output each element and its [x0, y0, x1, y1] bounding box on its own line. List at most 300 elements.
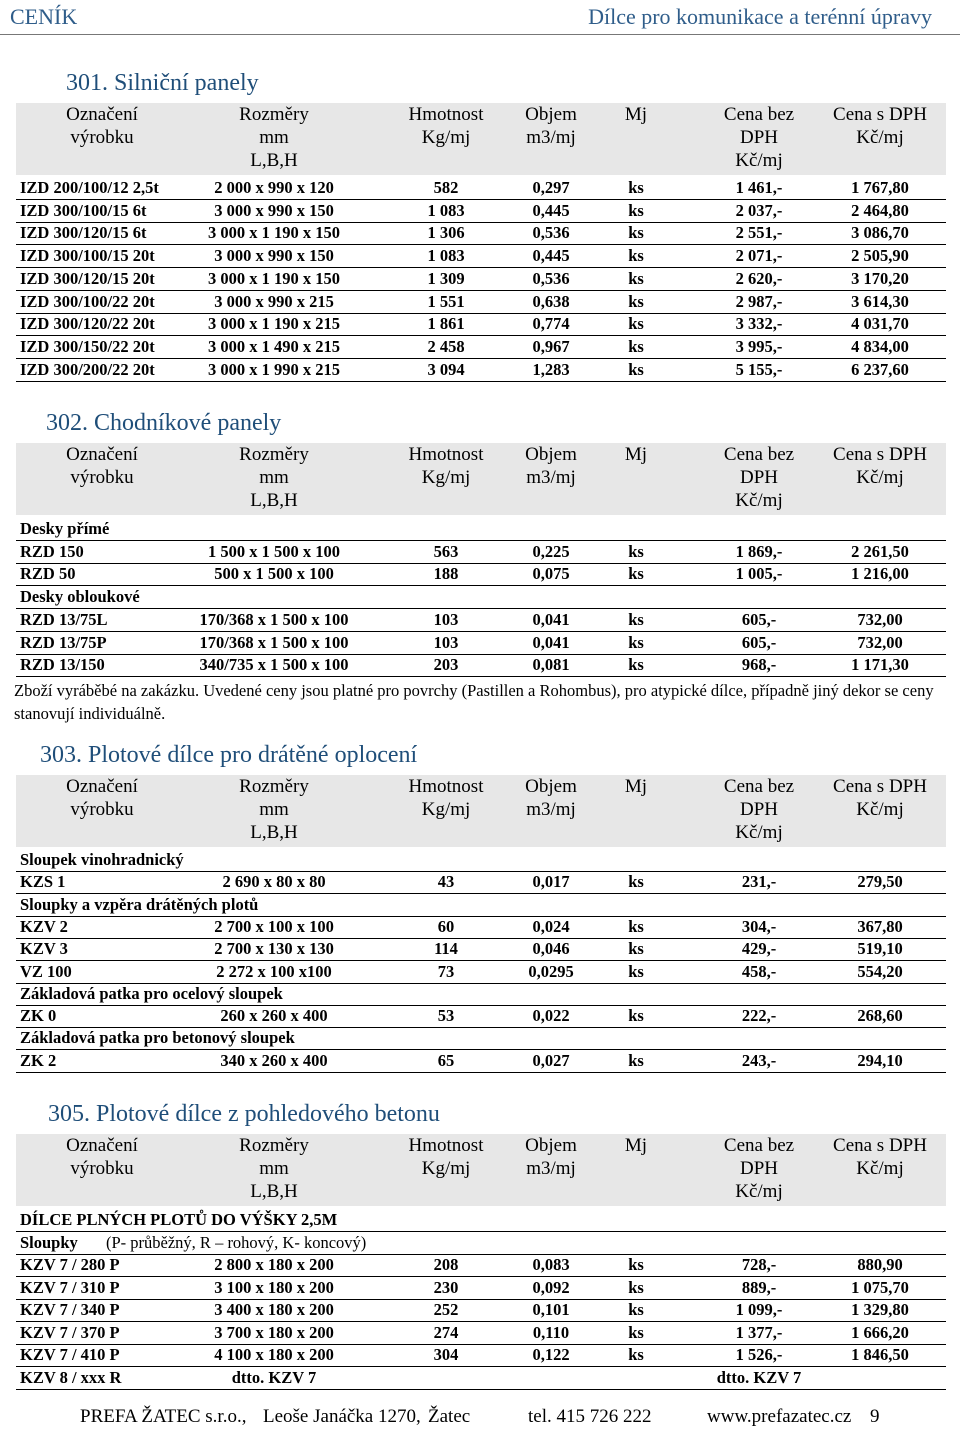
table-cell: 231,-	[741, 872, 777, 892]
table-cell: KZV 7 / 370 P	[20, 1322, 120, 1342]
table-row	[16, 1299, 946, 1322]
table-cell: 294,10	[857, 1050, 903, 1070]
table-cell: ks	[628, 1006, 644, 1026]
table-cell: 1 461,-	[735, 178, 783, 197]
table-cell: 582	[433, 178, 459, 197]
column-header-c3	[506, 103, 596, 149]
table-cell: ks	[628, 291, 644, 311]
table-cell: 2 987,-	[735, 291, 783, 311]
table-cell: 3 000 x 1 490 x 215	[208, 336, 340, 356]
column-header-line: Kč/mj	[735, 150, 783, 171]
column-header-line: L,B,H	[250, 150, 298, 171]
table-cell: RZD 50	[20, 564, 76, 584]
column-header-line: L,B,H	[250, 1181, 298, 1202]
table-row	[16, 1050, 946, 1073]
table-cell: 2 037,-	[735, 200, 783, 220]
table-cell: 2 551,-	[735, 223, 783, 243]
column-header-line: Cena s DPH	[833, 1135, 927, 1156]
column-header-line: L,B,H	[250, 822, 298, 843]
table-cell: 3 000 x 1 190 x 150	[208, 268, 340, 288]
table-cell: VZ 100	[20, 961, 72, 981]
column-header-line: Cena bez	[723, 444, 795, 465]
category-row	[16, 1232, 946, 1255]
table-cell: 4 834,00	[851, 336, 909, 356]
table-cell: 222,-	[741, 1006, 777, 1026]
table-cell: 4 031,70	[851, 314, 909, 334]
table-cell: 0,027	[532, 1050, 570, 1070]
table-cell: 1 767,80	[851, 178, 909, 197]
category-label: Základová patka pro betonový sloupek	[20, 1028, 295, 1048]
table-cell: 732,00	[857, 609, 903, 629]
column-header-c1	[164, 443, 384, 512]
table-cell: 1 861	[427, 314, 465, 334]
table-cell: 268,60	[857, 1006, 903, 1026]
table-cell: ZK 2	[20, 1050, 57, 1070]
category-row	[16, 894, 946, 917]
column-header-line: Rozměry	[239, 444, 309, 465]
column-header-line: Cena bez	[723, 104, 795, 125]
column-header-line: Objem	[525, 776, 577, 797]
table-cell: 2 000 x 990 x 120	[214, 178, 334, 197]
column-header-line: Kg/mj	[421, 1158, 471, 1179]
column-header-line: Mj	[624, 444, 648, 465]
column-header-line: Označení	[66, 1135, 138, 1156]
column-header-line: Objem	[525, 1135, 577, 1156]
table-cell: 0,967	[532, 336, 570, 356]
category-label: Sloupky a vzpěra drátěných plotů	[20, 894, 259, 914]
table-cell: 3 700 x 180 x 200	[214, 1322, 334, 1342]
table-cell: 0,445	[532, 200, 570, 220]
table-cell: 6 237,60	[851, 359, 909, 379]
table-cell: ks	[628, 939, 644, 959]
table-cell: ks	[628, 609, 644, 629]
column-header-line: Kg/mj	[421, 799, 471, 820]
column-header-line: mm	[259, 127, 289, 148]
column-header-line: Hmotnost	[408, 776, 484, 797]
category-row	[16, 518, 946, 541]
table-cell: 3 086,70	[851, 223, 909, 243]
table-row	[16, 871, 946, 894]
column-header-c3	[506, 775, 596, 821]
table-cell: ks	[628, 564, 644, 584]
table-cell: 170/368 x 1 500 x 100	[199, 632, 349, 652]
table-row	[16, 1005, 946, 1028]
table-cell: RZD 13/75P	[20, 632, 107, 652]
table-cell: 429,-	[741, 939, 777, 959]
table-cell: 458,-	[741, 961, 777, 981]
column-header-line: Mj	[624, 776, 648, 797]
table-row	[16, 359, 946, 382]
column-header-c6	[826, 443, 934, 489]
table-cell: 0,0295	[528, 961, 574, 981]
category-label: Desky obloukové	[20, 587, 140, 607]
table-row	[16, 268, 946, 291]
table-cell: IZD 300/120/15 20t	[20, 268, 155, 288]
column-header-line: Kč/mj	[856, 799, 904, 820]
table-cell: 3 000 x 1 990 x 215	[208, 359, 340, 379]
table-row	[16, 938, 946, 961]
column-header-c5	[706, 443, 812, 512]
table-cell: ks	[628, 632, 644, 652]
category-label: Sloupek vinohradnický	[20, 850, 184, 869]
column-header-line: Kg/mj	[421, 467, 471, 488]
category-row	[16, 1209, 946, 1232]
table-cell: 260 x 260 x 400	[220, 1006, 328, 1026]
table-cell: 252	[433, 1300, 459, 1319]
table-cell: ks	[628, 314, 644, 334]
table-cell: 1 551	[427, 291, 465, 311]
column-header	[16, 443, 946, 515]
column-header-line: výrobku	[70, 467, 134, 488]
table-cell: ks	[628, 336, 644, 356]
table-cell: 0,075	[532, 564, 570, 584]
column-header-line: DPH	[739, 799, 778, 820]
column-header-line: Hmotnost	[408, 1135, 484, 1156]
column-header-line: m3/mj	[526, 1158, 576, 1179]
table-cell: 170/368 x 1 500 x 100	[199, 609, 349, 629]
table-cell: 0,022	[532, 1006, 570, 1026]
table-cell: 340 x 260 x 400	[220, 1050, 328, 1070]
table-cell: 605,-	[741, 632, 777, 652]
table-cell: 3 000 x 990 x 150	[214, 246, 334, 266]
table-cell: ks	[628, 1255, 644, 1274]
column-header-line: Označení	[66, 444, 138, 465]
table-cell: 3 332,-	[735, 314, 783, 334]
table-cell: 0,092	[532, 1277, 570, 1297]
table-cell: IZD 300/150/22 20t	[20, 336, 155, 356]
table-cell: ks	[628, 872, 644, 892]
table-cell: 0,110	[532, 1322, 570, 1342]
table-cell: 1 329,80	[851, 1300, 909, 1319]
column-header-c0	[16, 1134, 188, 1180]
table-cell: ks	[628, 178, 644, 197]
table-cell: 889,-	[741, 1277, 777, 1297]
table-row	[16, 1322, 946, 1345]
table-cell: 563	[433, 541, 459, 561]
table-cell: 367,80	[857, 916, 903, 936]
table-cell: 1 216,00	[851, 564, 909, 584]
table-cell: 880,90	[857, 1255, 903, 1274]
category-note: (P- průběžný, R – rohový, K- koncový)	[106, 1232, 367, 1252]
table-cell: 4 100 x 180 x 200	[214, 1345, 334, 1364]
table-cell: ks	[628, 1300, 644, 1319]
table-row	[16, 609, 946, 632]
table-cell: 3 000 x 990 x 150	[214, 200, 334, 220]
table-row	[16, 1277, 946, 1300]
column-header-c3	[506, 443, 596, 489]
page-header	[0, 0, 960, 35]
table-cell: 554,20	[857, 961, 903, 981]
table-cell: 1 099,-	[735, 1300, 783, 1319]
table-cell: 304	[433, 1345, 459, 1364]
footer-phone: tel. 415 726 222	[528, 1406, 652, 1427]
table-cell: 0,297	[532, 178, 570, 197]
table-cell: 0,638	[532, 291, 570, 311]
table-cell: 1 309	[427, 268, 465, 288]
section-title: 305. Plotové dílce z pohledového betonu	[48, 1101, 440, 1127]
table-cell: 3 995,-	[735, 336, 783, 356]
table-cell: 60	[437, 916, 455, 936]
column-header-line: m3/mj	[526, 127, 576, 148]
table-row	[16, 632, 946, 655]
table-cell: 274	[433, 1322, 459, 1342]
table-cell: RZD 150	[20, 541, 84, 561]
section-title: 303. Plotové dílce pro drátěné oplocení	[40, 742, 418, 768]
column-header-line: mm	[259, 467, 289, 488]
table-cell: KZV 7 / 280 P	[20, 1255, 120, 1274]
table-cell: 2 458	[427, 336, 465, 356]
table-cell: 2 261,50	[851, 541, 909, 561]
table-cell: 1 306	[427, 223, 465, 243]
table-cell: 2 464,80	[851, 200, 909, 220]
column-header-line: DPH	[739, 1158, 778, 1179]
table-cell: RZD 13/150	[20, 655, 105, 675]
table-cell: ks	[628, 223, 644, 243]
table-cell: ks	[628, 200, 644, 220]
column-header-line: Označení	[66, 104, 138, 125]
column-header-c5	[706, 103, 812, 172]
table-cell: 2 505,90	[851, 246, 909, 266]
table-cell: KZV 8 / xxx R	[20, 1367, 122, 1387]
table-cell: ks	[628, 655, 644, 675]
table-cell: ks	[628, 916, 644, 936]
column-header-c1	[164, 103, 384, 172]
table-row	[16, 313, 946, 336]
footer-city: Žatec	[428, 1406, 471, 1427]
column-header-line: Označení	[66, 776, 138, 797]
table-cell: IZD 200/100/12 2,5t	[20, 178, 159, 197]
table-cell: 340/735 x 1 500 x 100	[199, 655, 349, 675]
table-cell: 3 170,20	[851, 268, 909, 288]
column-header-line: Kč/mj	[735, 1181, 783, 1202]
column-header	[16, 775, 946, 847]
column-header-line: m3/mj	[526, 799, 576, 820]
table-cell: 0,774	[532, 314, 570, 334]
table-cell: 1 171,30	[851, 655, 909, 675]
table-cell: 1 869,-	[735, 541, 783, 561]
column-header-line: výrobku	[70, 1158, 134, 1179]
table-cell: 103	[433, 632, 459, 652]
column-header	[16, 1134, 946, 1206]
table-cell: KZV 2	[20, 916, 68, 936]
table-cell: ks	[628, 1322, 644, 1342]
table-cell: 203	[433, 655, 459, 675]
table-cell: 1 075,70	[851, 1277, 909, 1297]
table-cell: 3 000 x 1 190 x 150	[208, 223, 340, 243]
table-row	[16, 245, 946, 268]
table-row	[16, 916, 946, 939]
table-cell: 103	[433, 609, 459, 629]
category-row	[16, 983, 946, 1006]
category-label: Základová patka pro ocelový sloupek	[20, 983, 283, 1003]
table-cell: 2 620,-	[735, 268, 783, 288]
table-cell: ks	[628, 1345, 644, 1364]
table-cell: 3 614,30	[851, 291, 909, 311]
category-label: Desky přímé	[20, 519, 110, 538]
category-label: Sloupky	[20, 1232, 78, 1252]
column-header-c4	[606, 103, 666, 126]
header-left: CENÍK	[10, 4, 78, 29]
table-cell: 2 690 x 80 x 80	[222, 872, 326, 892]
column-header-line: Cena s DPH	[833, 444, 927, 465]
table-cell: 3 000 x 1 190 x 215	[208, 314, 340, 334]
section-title: 302. Chodníkové panely	[46, 410, 282, 436]
column-header-line: DPH	[739, 467, 778, 488]
table-row	[16, 177, 946, 200]
column-header-c4	[606, 775, 666, 798]
table-row	[16, 1254, 946, 1277]
column-header-c4	[606, 443, 666, 466]
table-cell: KZV 7 / 410 P	[20, 1345, 120, 1364]
table-cell: 0,041	[532, 632, 570, 652]
table-cell: 1 005,-	[735, 564, 783, 584]
table-cell: 73	[437, 961, 455, 981]
column-header-line: mm	[259, 799, 289, 820]
header-right: Dílce pro komunikace a terénní úpravy	[588, 4, 932, 29]
table-cell: 3 000 x 990 x 215	[214, 291, 334, 311]
column-header-c4	[606, 1134, 666, 1157]
category-label: DÍLCE PLNÝCH PLOTŮ DO VÝŠKY 2,5M	[20, 1210, 338, 1229]
page-footer	[0, 1406, 960, 1430]
column-header-line: Hmotnost	[408, 104, 484, 125]
table-cell: 243,-	[741, 1050, 777, 1070]
table-cell: 1 500 x 1 500 x 100	[208, 541, 340, 561]
table-cell: 5 155,-	[735, 359, 783, 379]
column-header-c2	[394, 103, 498, 149]
category-row	[16, 849, 946, 872]
table-cell: 2 800 x 180 x 200	[214, 1255, 334, 1274]
table-cell: 0,041	[532, 609, 570, 629]
footer-page-number: 9	[870, 1406, 880, 1427]
table-cell: 732,00	[857, 632, 903, 652]
column-header-line: Kč/mj	[856, 1158, 904, 1179]
column-header-line: Cena bez	[723, 776, 795, 797]
category-row	[16, 586, 946, 609]
column-header-line: Kč/mj	[856, 467, 904, 488]
column-header	[16, 103, 946, 175]
column-header-c6	[826, 775, 934, 821]
column-header-line: Rozměry	[239, 776, 309, 797]
column-header-line: Rozměry	[239, 1135, 309, 1156]
table-cell: KZV 7 / 310 P	[20, 1277, 120, 1297]
table-cell: 2 272 x 100 x100	[216, 961, 332, 981]
table-cell: 0,225	[532, 541, 570, 561]
column-header-line: Cena s DPH	[833, 104, 927, 125]
table-cell: IZD 300/120/15 6t	[20, 223, 147, 243]
table-row	[16, 654, 946, 677]
table-cell: 53	[437, 1006, 455, 1026]
footer-web: www.prefazatec.cz	[707, 1406, 852, 1427]
table-row	[16, 1367, 946, 1390]
column-header-c0	[16, 443, 188, 489]
column-header-c0	[16, 103, 188, 149]
column-header-line: Kg/mj	[421, 127, 471, 148]
section-note: Zboží vyráběbé na zakázku. Uvedené ceny jsou platné pro povrchy (Pastillen a Rohombus), pro atypické dílce, případně jiný dekor se ceny stanovují individuálně.	[14, 681, 934, 723]
column-header-line: Cena bez	[723, 1135, 795, 1156]
column-header-c3	[506, 1134, 596, 1180]
table-row	[16, 291, 946, 314]
column-header-line: výrobku	[70, 799, 134, 820]
table-cell: 500 x 1 500 x 100	[214, 564, 334, 584]
footer-address: Leoše Janáčka 1270,	[263, 1406, 421, 1427]
table-cell: 279,50	[857, 872, 903, 892]
table-cell: 968,-	[741, 655, 777, 675]
table-cell: ks	[628, 359, 644, 379]
column-header-line: mm	[259, 1158, 289, 1179]
table-cell: IZD 300/200/22 20t	[20, 359, 155, 379]
column-header-line: Cena s DPH	[833, 776, 927, 797]
column-header-line: Hmotnost	[408, 444, 484, 465]
column-header-c2	[394, 1134, 498, 1180]
table-cell: ZK 0	[20, 1006, 57, 1026]
table-cell: 0,046	[532, 939, 570, 959]
column-header-line: Objem	[525, 104, 577, 125]
column-header-line: Mj	[624, 104, 648, 125]
table-cell: 114	[434, 939, 458, 959]
table-row	[16, 200, 946, 223]
table-cell: ks	[628, 268, 644, 288]
table-cell: 0,101	[532, 1300, 570, 1319]
table-cell: ks	[628, 246, 644, 266]
table-cell: 0,083	[532, 1255, 570, 1274]
table-cell: 3 400 x 180 x 200	[214, 1300, 334, 1319]
column-header-line: Kč/mj	[735, 822, 783, 843]
column-header-line: Kč/mj	[856, 127, 904, 148]
table-cell: 1 083	[427, 246, 465, 266]
table-cell: 519,10	[857, 939, 903, 959]
column-header-c2	[394, 775, 498, 821]
table-cell: dtto. KZV 7	[716, 1367, 802, 1387]
table-cell: ks	[628, 961, 644, 981]
table-row	[16, 336, 946, 359]
table-cell: 3 094	[427, 359, 465, 379]
table-cell: ks	[628, 1277, 644, 1297]
column-header-c5	[706, 775, 812, 844]
column-header-line: m3/mj	[526, 467, 576, 488]
table-cell: 0,536	[532, 268, 570, 288]
column-header-c2	[394, 443, 498, 489]
table-cell: 605,-	[741, 609, 777, 629]
table-cell: 65	[437, 1050, 455, 1070]
table-cell: 1 377,-	[735, 1322, 783, 1342]
column-header-line: Mj	[624, 1135, 648, 1156]
table-cell: 0,017	[532, 872, 570, 892]
column-header-c6	[826, 103, 934, 149]
table-row	[16, 961, 946, 984]
column-header-c1	[164, 1134, 384, 1203]
table-cell: 3 100 x 180 x 200	[214, 1277, 334, 1297]
table-cell: RZD 13/75L	[20, 609, 108, 629]
column-header-line: výrobku	[70, 127, 134, 148]
column-header-line: Objem	[525, 444, 577, 465]
table-cell: IZD 300/100/15 6t	[20, 200, 147, 220]
section-title: 301. Silniční panely	[66, 70, 259, 96]
column-header-c5	[706, 1134, 812, 1203]
table-cell: 1 083	[427, 200, 465, 220]
table-cell: ks	[628, 541, 644, 561]
table-cell: 1 846,50	[851, 1345, 909, 1364]
table-cell: ks	[628, 1050, 644, 1070]
table-cell: 1 526,-	[735, 1345, 783, 1364]
table-cell: 230	[433, 1277, 459, 1297]
table-cell: 304,-	[741, 916, 777, 936]
table-cell: IZD 300/120/22 20t	[20, 314, 155, 334]
table-cell: 0,122	[532, 1345, 570, 1364]
table-cell: 188	[433, 564, 459, 584]
table-cell: KZS 1	[20, 872, 66, 892]
column-header-line: Kč/mj	[735, 490, 783, 511]
table-cell: 0,445	[532, 246, 570, 266]
